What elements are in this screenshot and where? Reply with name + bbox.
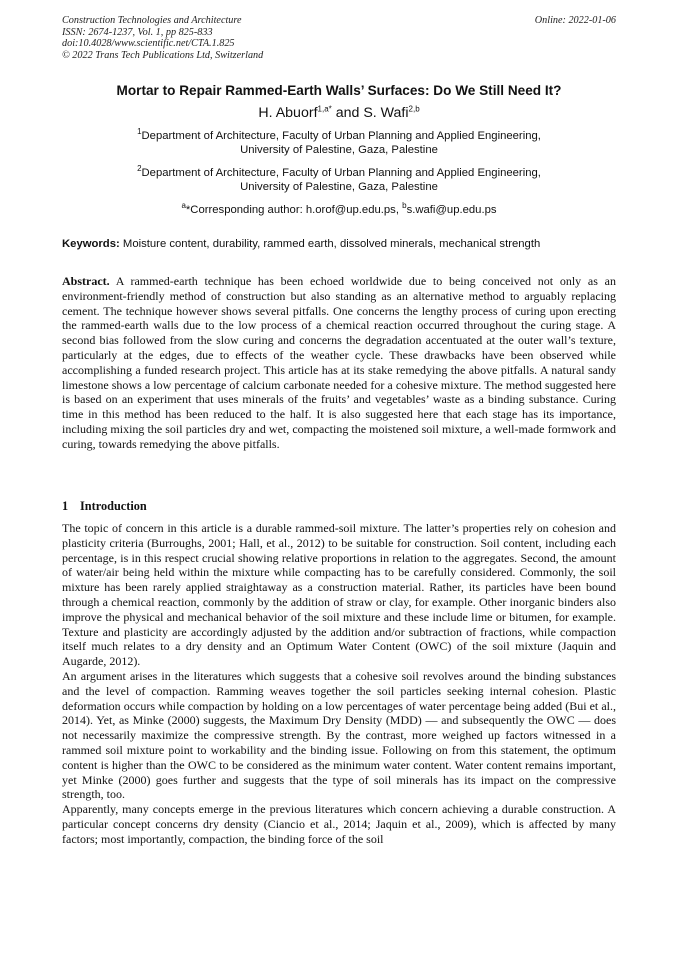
issn-line: ISSN: 2674-1237, Vol. 1, pp 825-833 [62,26,213,38]
section-heading-introduction [62,499,147,514]
journal-name: Construction Technologies and Architecture [62,15,242,26]
copyright-line: © 2022 Trans Tech Publications Ltd, Switzerland [62,49,264,61]
intro-paragraph-1: The topic of concern in this article is a durable rammed-soil mixture. The latter’s properties rely on cohesion and plasticity criteria (Burroughs, 2001; Hall, et al., 2012) to be suitable for construction. Soil content, including each percentage, is in this respect crucial showing relative proportions in relation to the aggregates. Second, the amount of water/air being held within the mixture while compacting has to be carefully considered. Commonly, the soil mixture has been rarely applied straightaway as a construction material. Rather, its particles have been bound through a chemical reaction, commonly by the addition of straw or clay, for example. Other inorganic binders also improve the physical and mechanical behavior of the soil mixture and these include lime or bitumen, for example. Texture and plasticity are accordingly adjusted by the addition and/or subtraction of fractions, while compaction itself much relates to a dry density and an Optimum Water Content (OWC) of the soil mixture (Jaquin and Augarde, 2012). [62,521,616,669]
doi-line[interactable]: doi:10.4028/www.scientific.net/CTA.1.825 [62,38,235,49]
author-line [62,104,616,122]
corresponding-author [62,201,616,218]
corresponding-sup-a: a [181,201,186,211]
journal-header [62,15,263,61]
corresponding-email-b[interactable]: s.wafi@up.edu.ps [406,204,497,216]
affiliation-2-line-1: Department of Architecture, Faculty of Urban Planning and Applied Engineering, [141,167,541,179]
corresponding-text-a[interactable]: *Corresponding author: h.orof@up.edu.ps, [185,204,403,216]
section-title: Introduction [80,499,147,513]
affiliation-1-superscript: 1 [137,127,142,137]
intro-paragraph-2: An argument arises in the literatures which suggests that a cohesive soil revolves around the binding substances and the level of compaction. Ramming weaves together the soil particles seeking internal cohesion. Plastic deformation occurs while compaction by holding on a low percentages of water percentage being added (Bui et al., 2014). Yet, as Minke (2000) suggests, the Maximum Dry Density (MDD) — and subsequently the OWC — does not necessarily maximize the compressive strength. By the contrast, more weighed up factors witnessed in a rammed soil mixture point to workability and the binding issue. Following on from this statement, the optimum content is higher than the OWC to be considered as the minimum water content. Water content remains important, yet Minke (2000) goes further and suggests that the type of soil minerals has its impact on the compressive strength, too. [62,668,616,802]
author-connector: and [331,105,364,121]
keywords [62,237,616,251]
keywords-label: Keywords: [62,238,120,250]
affiliation-1 [62,127,616,157]
introduction-body [62,521,616,847]
abstract-label: Abstract. [62,274,110,288]
author-1-name: H. Abuorf [258,105,318,121]
author-2-superscript: 2,b [408,104,420,114]
abstract [62,274,616,452]
author-2-name: S. Wafi [363,105,409,121]
affiliation-1-line-2: University of Palestine, Gaza, Palestine [240,143,438,156]
affiliation-1-line-1: Department of Architecture, Faculty of Urban Planning and Applied Engineering, [141,130,541,142]
affiliation-2-superscript: 2 [137,164,142,174]
corresponding-sup-b: b [402,201,407,211]
paper-title: Mortar to Repair Rammed-Earth Walls’ Surfaces: Do We Still Need It? [116,83,562,98]
abstract-text: A rammed-earth technique has been echoed worldwide due to being conceived not only as an environment-friendly method of construction but also standing as an alternative method to arguably replacing cement. The technique however shows several pitfalls. One concerns the lengthy process of curing upon erecting the rammed-earth walls due to the low process of a chemical reaction occurred throughout the curing stage. A second bias followed from the slow curing and concerns the degradation accentuated at the outer wall’s texture, particularly at the edges, due to effects of the weather cycle. These drawbacks have been observed while accomplishing a funded research project. This article has at its stake remedying the above pitfalls. A natural sandy limestone shows a low percentage of calcium carbonate needed for a cohesive mixture. The method suggested here is based on an experiment that uses minerals of the fruits’ and vegetables’ waste as a binding substance. Curing time in this method has been reduced to the half. It is also suggested here that each stage has its importance, including mixing the soil particles dry and wet, compacting the moistened soil mixture, a well-made formwork and curing, towards remedying the above pitfalls. [62,274,616,451]
author-1-superscript: 1,a* [317,104,332,114]
keywords-text: Moisture content, durability, rammed earth, dissolved minerals, mechanical strength [119,238,541,250]
intro-paragraph-3: Apparently, many concepts emerge in the previous literatures which concern achieving a durable construction. A particular concept concerns dry density (Ciancio et al., 2014; Jaquin et al., 2009), which is affected by many factors; most importantly, compaction, the binding force of the soil [62,802,616,846]
affiliation-2 [62,164,616,194]
online-date: Online: 2022-01-06 [534,15,616,26]
affiliation-2-line-2: University of Palestine, Gaza, Palestine [240,180,438,193]
section-number: 1 [62,499,69,513]
